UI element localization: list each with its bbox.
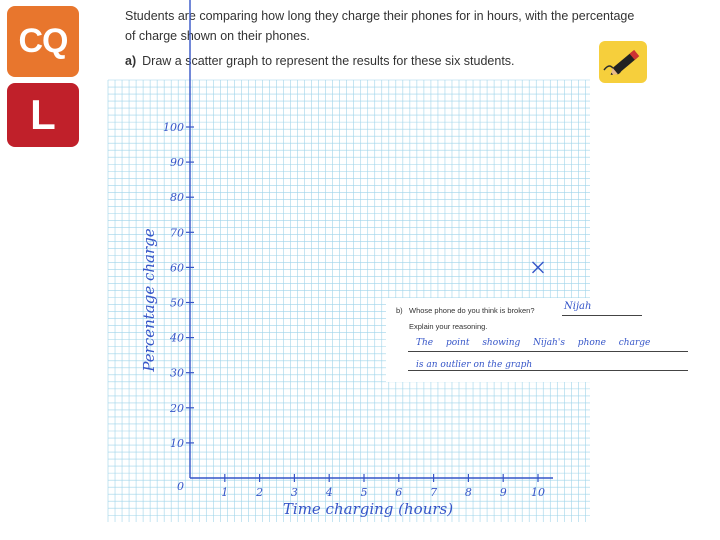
l-badge-label: L [30,91,56,138]
x-tick-label: 1 [221,486,229,499]
x-tick-label: 3 [290,486,298,499]
part-b-question: Whose phone do you think is broken? [409,306,535,315]
y-tick-label: 70 [170,226,184,240]
axes [190,0,553,478]
y-tick-label: 90 [170,156,184,170]
x-tick-label: 9 [499,486,507,499]
x-tick-label: 8 [464,486,472,499]
y-tick-label: 100 [163,121,184,134]
y-tick-label: 30 [170,366,184,380]
explain-label: Explain your reasoning. [409,322,488,331]
origin-label: 0 [177,480,184,493]
reason-underline-2 [408,370,688,371]
part-b-label: b) [396,306,403,315]
reason-underline-1 [408,351,688,352]
x-tick-label: 4 [325,486,333,499]
x-tick-label: 6 [395,486,403,499]
part-b-answer: Nijah [564,301,592,312]
reason-line-1: The point showing Nijah's phone charge [416,338,651,348]
y-axis-label: Percentage charge [140,228,158,372]
y-tick-label: 20 [170,401,184,415]
y-tick-label: 50 [170,296,184,310]
y-tick-label: 40 [170,331,184,345]
data-point [533,262,544,273]
x-axis-label: Time charging (hours) [282,500,454,518]
part-a-text: Draw a scatter graph to represent the results for these six students. [142,54,515,68]
x-tick-label: 10 [531,486,545,499]
part-a-label: a) [125,54,137,68]
x-tick-label: 5 [360,486,368,499]
cq-badge-label: CQ [18,22,68,60]
answer-line [562,315,642,316]
part-b-panel [386,298,692,382]
y-tick-label: 10 [170,436,184,450]
x-tick-label: 7 [430,486,438,499]
question-intro: Students are comparing how long they charge their phones for in hours, with the percentage of charge shown on their phones. [125,9,635,43]
y-tick-label: 60 [170,261,184,275]
x-tick-label: 2 [256,486,264,499]
reason-line-2: is an outlier on the graph [416,360,533,370]
y-tick-label: 80 [170,191,184,205]
